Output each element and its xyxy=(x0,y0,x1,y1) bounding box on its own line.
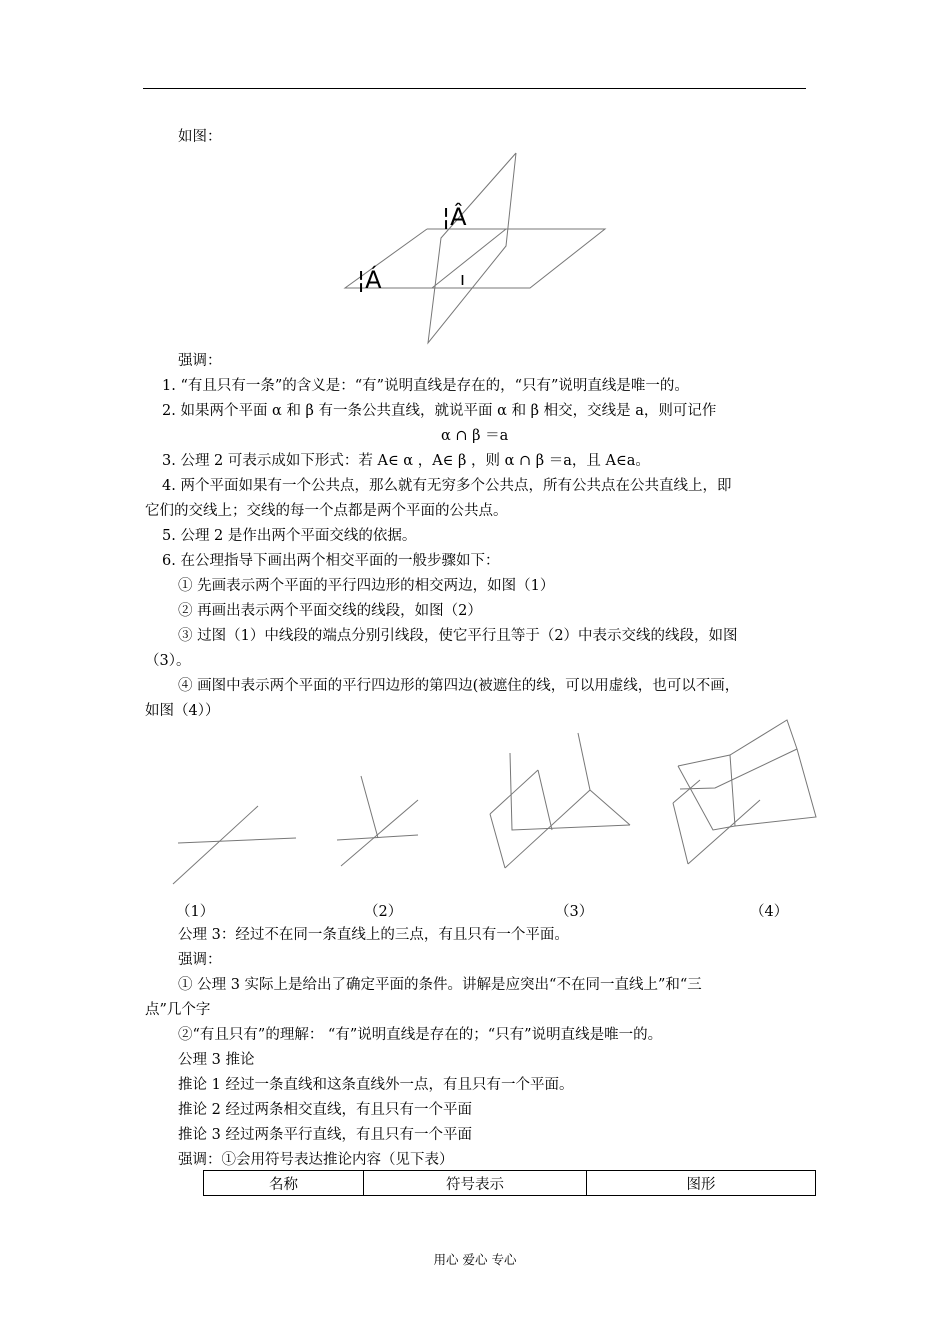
corollary-1: 推论 1 经过一条直线和这条直线外一点，有且只有一个平面。 xyxy=(178,1077,574,1093)
corollary-heading: 公理 3 推论 xyxy=(178,1052,255,1068)
step-4-cont: 如图（4）） xyxy=(145,703,220,719)
item-3: 3. 公理 2 可表示成如下形式：若 A∈ α ，A∈ β ，则 α ∩ β ＝a，且 A∈a。 xyxy=(162,453,650,469)
emphasis-heading-2: 强调： xyxy=(178,952,222,968)
item-2-formula: α ∩ β ＝a xyxy=(441,428,509,444)
item-5: 5. 公理 2 是作出两个平面交线的依据。 xyxy=(162,528,417,544)
page-footer: 用心 爱心 专心 xyxy=(433,1252,517,1267)
corollary-table xyxy=(203,1170,816,1196)
step-figure-3 xyxy=(490,733,630,868)
item-6: 6. 在公理指导下画出两个相交平面的一般步骤如下： xyxy=(162,553,500,569)
label-alpha: ¦Á xyxy=(357,266,382,294)
step-3: ③ 过图（1）中线段的端点分别引线段，使它平行且等于（2）中表示交线的线段，如图 xyxy=(178,628,738,644)
corollary-2: 推论 2 经过两条相交直线，有且只有一个平面 xyxy=(178,1102,472,1118)
step-3-cont: （3）。 xyxy=(145,653,191,669)
emphasis-point-2: ②“有且只有”的理解： “有”说明直线是存在的；“只有”说明直线是唯一的。 xyxy=(178,1027,663,1043)
emphasis-point-1: ① 公理 3 实际上是给出了确定平面的条件。讲解是应突出“不在同一直线上”和“三 xyxy=(178,977,702,993)
step-1: ① 先画表示两个平面的平行四边形的相交两边，如图（1） xyxy=(178,578,555,594)
caption-4: （4） xyxy=(750,904,789,920)
plane-beta-outline xyxy=(428,153,516,343)
step-figure-4 xyxy=(673,720,816,864)
table-header-row xyxy=(204,1171,816,1196)
item-4-cont: 它们的交线上；交线的每一个点都是两个平面的公共点。 xyxy=(145,503,508,519)
intro-text: 如图： xyxy=(178,129,222,145)
item-1: 1. “有且只有一条”的含义是：“有”说明直线是存在的，“只有”说明直线是唯一的。 xyxy=(162,378,689,394)
item-4: 4. 两个平面如果有一个公共点，那么就有无穷多个公共点，所有公共点在公共直线上，即 xyxy=(162,478,732,494)
label-beta: ¦Â xyxy=(442,203,467,231)
plane-alpha-outline xyxy=(345,229,605,288)
table-header-name: 名称 xyxy=(204,1171,364,1196)
emphasis-table-note: 强调：①会用符号表达推论内容（见下表） xyxy=(178,1152,454,1168)
corollary-3: 推论 3 经过两条平行直线，有且只有一个平面 xyxy=(178,1127,472,1143)
caption-2: （2） xyxy=(364,904,403,920)
label-a: ı xyxy=(460,269,466,290)
item-2: 2. 如果两个平面 α 和 β 有一条公共直线，就说平面 α 和 β 相交，交线是 a，则可记作 xyxy=(162,403,717,419)
table-header-symbol: 符号表示 xyxy=(364,1171,587,1196)
caption-3: （3） xyxy=(555,904,594,920)
emphasis-heading: 强调： xyxy=(178,353,222,369)
axiom-3: 公理 3：经过不在同一条直线上的三点，有且只有一个平面。 xyxy=(178,927,569,943)
table-header-figure: 图形 xyxy=(587,1171,816,1196)
step-figure-2 xyxy=(337,776,418,866)
intersection-line xyxy=(432,229,506,288)
caption-1: （1） xyxy=(176,904,215,920)
step-figure-1 xyxy=(173,806,296,884)
step-2: ② 再画出表示两个平面交线的线段，如图（2） xyxy=(178,603,482,619)
step-4: ④ 画图中表示两个平面的平行四边形的第四边(被遮住的线，可以用虚线，也可以不画， xyxy=(178,678,740,694)
header-rule xyxy=(143,88,806,89)
emphasis-point-1-cont: 点”几个字 xyxy=(145,1002,211,1018)
